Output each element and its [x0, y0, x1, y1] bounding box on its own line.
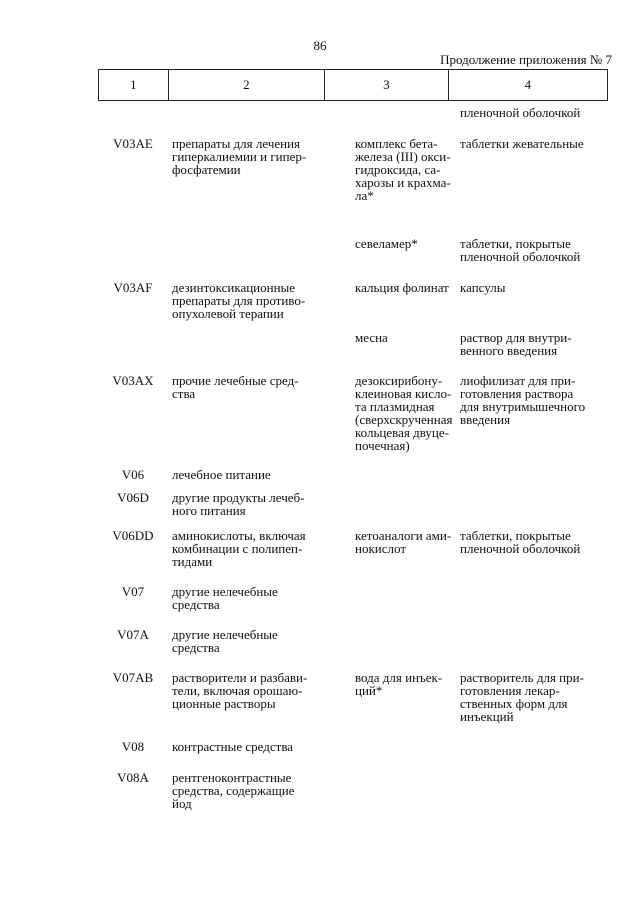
dosage-form: растворитель для при- готовления лекар- ственных форм для инъекций — [460, 670, 584, 724]
group-description: аминокислоты, включая комбинации с полипеп- тидами — [172, 528, 306, 569]
dosage-form: раствор для внутри- венного введения — [460, 330, 572, 358]
atc-code: V06DD — [112, 528, 154, 543]
atc-code: V08 — [121, 739, 145, 754]
atc-code: V06D — [117, 490, 149, 505]
group-description: контрастные средства — [172, 739, 294, 754]
column-header-4: 4 — [524, 77, 532, 92]
group-description: дезинтоксикационные препараты для противо- опухолевой терапии — [172, 280, 306, 321]
group-description: лечебное питание — [172, 467, 271, 482]
appendix-continuation-label: Продолжение приложения № 7 — [440, 52, 612, 67]
group-description: рентгеноконтрастные средства, содержащие йод — [172, 770, 295, 811]
atc-code: V07 — [121, 584, 145, 599]
substance-name: дезоксирибону- клеиновая кисло- та плазмидная (сверхскрученная кольцевая двуце- почечная) — [355, 373, 453, 453]
dosage-form: капсулы — [460, 280, 506, 295]
substance-name: вода для инъек- ций* — [355, 670, 443, 698]
atc-code: V03AF — [113, 280, 153, 295]
atc-code: V06 — [121, 467, 145, 482]
column-header-3: 3 — [325, 70, 449, 100]
atc-code: V03AX — [112, 373, 154, 388]
dosage-form: лиофилизат для при- готовления раствора для внутримышечного введения — [460, 373, 586, 427]
substance-name: севеламер* — [355, 236, 418, 251]
dosage-form: пленочной оболочкой — [460, 105, 581, 120]
group-description: другие нелечебные средства — [172, 627, 278, 655]
group-description: прочие лечебные сред- ства — [172, 373, 299, 401]
atc-code: V08A — [117, 770, 149, 785]
page-number: 86 — [313, 38, 327, 53]
column-header-2: 2 — [169, 70, 325, 100]
substance-name: кетоаналоги ами- нокислот — [355, 528, 452, 556]
substance-name: комплекс бета- железа (III) окси- гидроксида, са- харозы и крахма- ла* — [355, 136, 451, 203]
dosage-form: таблетки жевательные — [460, 136, 584, 151]
atc-code: V07AB — [112, 670, 154, 685]
substance-name: кальция фолинат — [355, 280, 449, 295]
group-description: растворители и разбави- тели, включая орошаю- ционные растворы — [172, 670, 308, 711]
table-header — [98, 69, 608, 101]
dosage-form: таблетки, покрытые пленочной оболочкой — [460, 528, 581, 556]
column-header-1: 1 — [99, 70, 169, 100]
group-description: другие продукты лечеб- ного питания — [172, 490, 305, 518]
atc-code: V07A — [117, 627, 149, 642]
group-description: препараты для лечения гиперкалиемии и гипер- фосфатемии — [172, 136, 307, 177]
group-description: другие нелечебные средства — [172, 584, 278, 612]
atc-code: V03AE — [113, 136, 153, 151]
dosage-form: таблетки, покрытые пленочной оболочкой — [460, 236, 581, 264]
substance-name: месна — [355, 330, 388, 345]
